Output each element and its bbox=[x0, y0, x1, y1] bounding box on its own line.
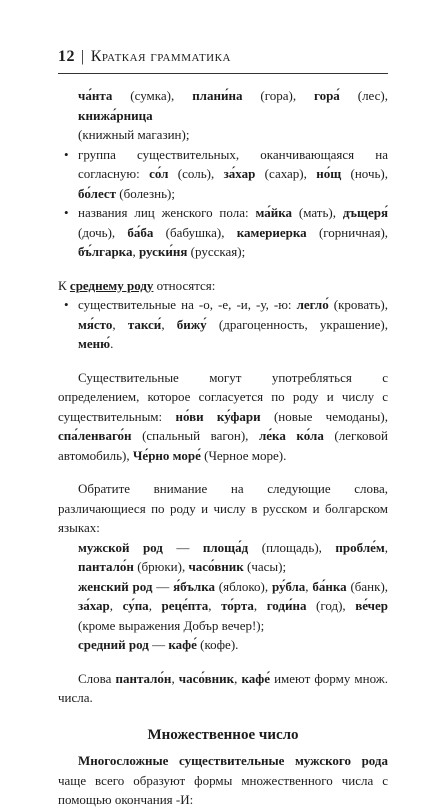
text-run: (соль), bbox=[168, 166, 224, 181]
text-run: Существительные могут употребляться с определением, которое согласуется по роду и числу с существительным: bbox=[58, 369, 388, 424]
text-run: (год), bbox=[306, 598, 356, 613]
text-run: (спальный вагон), bbox=[131, 428, 259, 443]
bold-term: за́хар bbox=[78, 598, 110, 613]
text-run: (яблоко), bbox=[215, 578, 272, 594]
text-run: (гора), bbox=[242, 88, 314, 103]
text-run: существительные на -о, -е, -и, -у, -ю: bbox=[78, 297, 297, 312]
bold-term: бъ́лгарка bbox=[78, 244, 133, 259]
list-item-neuter-nouns bbox=[58, 295, 388, 354]
bold-term: кафе́ bbox=[241, 670, 270, 686]
bold-term: плани́на bbox=[192, 88, 243, 103]
text-run: (дочь), bbox=[78, 224, 128, 240]
bold-term: средний род bbox=[78, 637, 149, 652]
list-item-consonant-nouns bbox=[58, 145, 388, 204]
text-run: , bbox=[305, 578, 313, 594]
section-heading: Множественное число bbox=[147, 726, 299, 743]
text-run: (мать), bbox=[292, 205, 343, 220]
bold-term: ба́ба bbox=[127, 224, 154, 240]
bold-term: за́хар bbox=[223, 166, 256, 181]
paragraph-agreement bbox=[58, 368, 388, 466]
text-run: чаще всего образуют формы множественного числа с помощью окончания -И: bbox=[58, 772, 388, 807]
text-run: (кровать), bbox=[328, 297, 389, 312]
text-run: (сумка), bbox=[112, 88, 193, 103]
text-run: , bbox=[161, 316, 177, 332]
neuter-intro bbox=[58, 276, 388, 296]
text-run: — bbox=[148, 637, 169, 652]
bold-term: реце́пта bbox=[161, 598, 209, 613]
bold-term: годи́на bbox=[266, 598, 307, 613]
bold-term: ру́бла bbox=[271, 578, 306, 594]
text-run: (легковой автомобиль), bbox=[58, 428, 388, 463]
bold-term: я́бълка bbox=[173, 578, 215, 594]
text-run: , bbox=[208, 598, 222, 613]
bold-term: такси́ bbox=[127, 316, 162, 332]
text-run: (ночь), bbox=[341, 166, 389, 181]
text-run: , bbox=[132, 244, 139, 259]
text-run: (Черное море). bbox=[200, 447, 287, 463]
chapter-title: Краткая грамматика bbox=[90, 48, 231, 65]
feminine-examples-runs bbox=[78, 88, 388, 123]
header-separator: | bbox=[81, 48, 85, 65]
text-run: названия лиц женского пола: bbox=[78, 205, 256, 220]
text-run: (площадь), bbox=[248, 539, 336, 555]
bold-term: спа́ленваго́н bbox=[58, 428, 132, 443]
text-run: (сахар), bbox=[255, 166, 317, 181]
text-run: (часы); bbox=[243, 559, 287, 574]
bold-term: книжа́рница bbox=[78, 107, 153, 123]
bold-term: ча́нта bbox=[78, 88, 113, 103]
bold-term: Че́рно море́ bbox=[132, 447, 201, 463]
bold-term: ма́йка bbox=[255, 205, 293, 220]
bold-term: ба́нка bbox=[312, 578, 347, 594]
text-run: — bbox=[162, 539, 203, 555]
text-run: , bbox=[234, 670, 242, 686]
bold-term: су́па bbox=[122, 598, 149, 613]
bold-term: пантало́н bbox=[115, 670, 172, 686]
text-run: (банк), bbox=[346, 578, 389, 594]
text-run: (кроме выражения Добър вечер!); bbox=[78, 617, 265, 633]
bold-term: часо́вник bbox=[178, 670, 235, 686]
bold-term: руски́ня bbox=[138, 244, 188, 259]
paragraph-plural-intro bbox=[58, 751, 388, 810]
text-run: . bbox=[110, 336, 114, 351]
text-run: (русская); bbox=[187, 244, 246, 259]
paragraph-plural-note bbox=[58, 669, 388, 708]
text-run: , bbox=[109, 598, 123, 613]
bold-term: камериерка bbox=[236, 224, 307, 240]
page-number: 12 bbox=[58, 48, 75, 65]
bold-term: дъщеря́ bbox=[342, 205, 388, 220]
bold-term: пантало́н bbox=[78, 559, 134, 574]
text-run: (драгоценность, украшение), bbox=[206, 316, 389, 332]
neuter-intro-bold: среднему роду bbox=[69, 277, 154, 293]
bold-term: то́рта bbox=[221, 598, 254, 613]
feminine-examples-line bbox=[58, 86, 388, 145]
bold-term: мужской род bbox=[78, 539, 163, 555]
bold-term: меню́ bbox=[78, 336, 111, 351]
bold-term: гора́ bbox=[314, 88, 340, 103]
bold-term: бижу́ bbox=[176, 316, 207, 332]
example-masculine bbox=[58, 538, 388, 577]
text-run: (горничная), bbox=[306, 224, 389, 240]
text-run: , bbox=[253, 598, 267, 613]
bold-term: пробле́м bbox=[335, 539, 385, 555]
page-body bbox=[58, 86, 388, 810]
bold-term: но́щ bbox=[316, 166, 342, 181]
text-run: (болезнь); bbox=[116, 185, 175, 201]
bold-term: кафе́ bbox=[168, 637, 197, 652]
text-run: (новые чемоданы), bbox=[260, 408, 388, 424]
bold-term: но́ви ку́фари bbox=[175, 408, 261, 424]
text-run: , bbox=[112, 316, 128, 332]
running-header bbox=[58, 48, 388, 72]
paragraph-attention: Обратите внимание на следующие слова, различающиеся по роду и числу в русском и болгарском языках: bbox=[58, 481, 388, 535]
example-feminine bbox=[58, 577, 388, 636]
header-rule bbox=[58, 73, 388, 74]
example-neuter bbox=[58, 635, 388, 655]
bold-term: мя́сто bbox=[78, 316, 113, 332]
bold-term: ле́ка ко́ла bbox=[258, 428, 324, 443]
text-run: , bbox=[384, 539, 388, 555]
text-run: (лес), bbox=[339, 88, 388, 103]
bold-term: бо́лест bbox=[78, 185, 117, 201]
bold-term: площа́д bbox=[202, 539, 249, 555]
neuter-intro-pre: К bbox=[58, 277, 70, 293]
text-run: (кофе). bbox=[196, 637, 239, 652]
bold-term: со́л bbox=[149, 166, 169, 181]
text-run: (брюки), bbox=[133, 559, 189, 574]
text-run: группа существительных, оканчивающаяся на согласную: bbox=[78, 146, 388, 181]
text-run: имеют форму множ. числа. bbox=[58, 670, 389, 705]
text-run: (бабушка), bbox=[153, 224, 237, 240]
bold-term: ве́чер bbox=[355, 598, 389, 613]
bold-term: Многосложные существительные мужского рода bbox=[78, 753, 388, 768]
text-run: , bbox=[148, 598, 162, 613]
text-run: Слова bbox=[78, 670, 116, 686]
text-run: — bbox=[152, 578, 174, 594]
list-item-female-persons bbox=[58, 203, 388, 262]
feminine-examples-continuation: (книжный магазин); bbox=[78, 127, 190, 142]
text-run: , bbox=[171, 670, 179, 686]
bold-term: легло́ bbox=[296, 297, 329, 312]
neuter-intro-post: относятся: bbox=[153, 277, 216, 293]
bold-term: часо́вник bbox=[188, 559, 244, 574]
bold-term: женский род bbox=[78, 578, 153, 594]
